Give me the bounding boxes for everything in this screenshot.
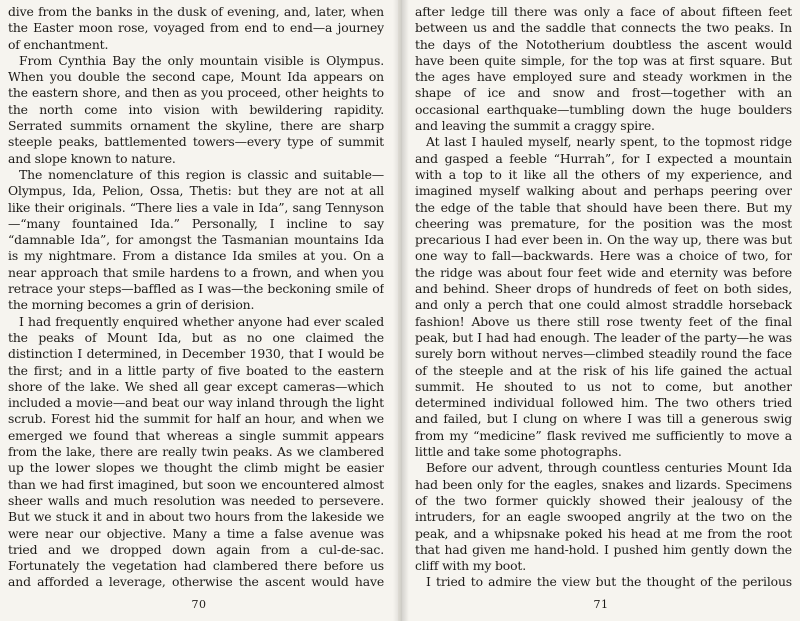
page-number: 71 [593, 598, 609, 611]
left-page-text [8, 4, 384, 590]
paragraph: after ledge till there was only a face of about fifteen feet between us and the saddle that connects the two peaks. In the days of the Nototherium doubtless the ascent would have been quite simple, for the top was at first square. But the ages have employed sure and steady workmen in the shape of ice and snow and frost—together with an occasional earthquake—tumbling down the huge boulders and leaving the summit a craggy spire. [415, 4, 792, 134]
right-page [402, 0, 800, 621]
paragraph: dive from the banks in the dusk of evening, and, later, when the Easter moon rose, voyaged from end to end—a journey of enchantment. [8, 4, 384, 52]
paragraph: Before our advent, through countless centuries Mount Ida had been only for the eagles, snakes and lizards. Specimens of the two former quickly showed their jealousy of the intruders, for an eagle swooped angrily at the two on the peak, and a whipsnake poked his head at me from the root that had given me hand-hold. I pushed him gently down the cliff with my boot. [415, 460, 792, 574]
right-page-text [415, 4, 792, 590]
paragraph: The nomenclature of this region is classic and suitable—Olympus, Ida, Pelion, Ossa, Thetis: but they are not at all like their originals. “There lies a vale in Ida”, sang Tennyson—“many fountained Ida.” Personally, I incline to say “damnable Ida”, for amongst the Tasmanian mountains Ida is my nightmare. From a distance Ida smiles at you. On a near approach that smile hardens to a frown, and when you retrace your steps—baffled as I was—the beckoning smile of the morning becomes a grin of derision. [8, 166, 384, 313]
paragraph: From Cynthia Bay the only mountain visible is Olympus. When you double the second cape, Mount Ida appears on the eastern shore, and then as you proceed, other heights to the north come into vision with bewildering rapidity. Serrated summits ornament the skyline, there are sharp steeple peaks, battlemented towers—every type of summit and slope known to nature. [8, 52, 384, 166]
paragraph: I tried to admire the view but the thought of the perilous [426, 574, 792, 590]
paragraph: I had frequently enquired whether anyone had ever scaled the peaks of Mount Ida, but as no one claimed the distinction I determined, in December 1930, that I would be the first; and in a little party of five boated to the eastern shore of the lake. We shed all gear except cameras—which included a movie—and beat our way inland through the light scrub. Forest hid the summit for half an hour, and when we emerged we found that whereas a single summit appears from the lake, there are really twin peaks. As we clambered up the lower slopes we thought the climb might be easier than we had first imagined, but soon we encountered almost sheer walls and much resolution was needed to persevere. But we stuck it and in about two hours from the lakeside we were near our objective. Many a time a false avenue was tried and we dropped down again from a cul-de-sac. Fortunately the vegetation had clambered there before us and afforded a leverage, otherwise the ascent would have [8, 313, 384, 590]
paragraph: At last I hauled myself, nearly spent, to the topmost ridge and gasped a feeble “Hurrah”, for I expected a mountain with a top to it like all the others of my experience, and imagined myself walking about and perhaps peering over the edge of the table that should have been there. But my cheering was premature, for the position was the most precarious I had ever been in. On the way up, there was but one way to fall—backwards. Here was a choice of two, for the ridge was about four feet wide and eternity was before and behind. Sheer drops of hundreds of feet on both sides, and only a perch that one could almost straddle horseback fashion! Above us there still rose twenty feet of the final peak, but I had had enough. The leader of the party—he was surely born without nerves—climbed steadily round the face of the steeple and at the risk of his life gained the actual summit. He shouted to us not to come, but another determined individual followed him. The two others tried and failed, but I clung on where I was till a generous swig from my “medicine” flask revived me sufficiently to move a little and take some photographs. [415, 134, 792, 460]
book-gutter [393, 0, 409, 621]
left-page [0, 0, 398, 621]
page-number: 70 [191, 598, 207, 611]
